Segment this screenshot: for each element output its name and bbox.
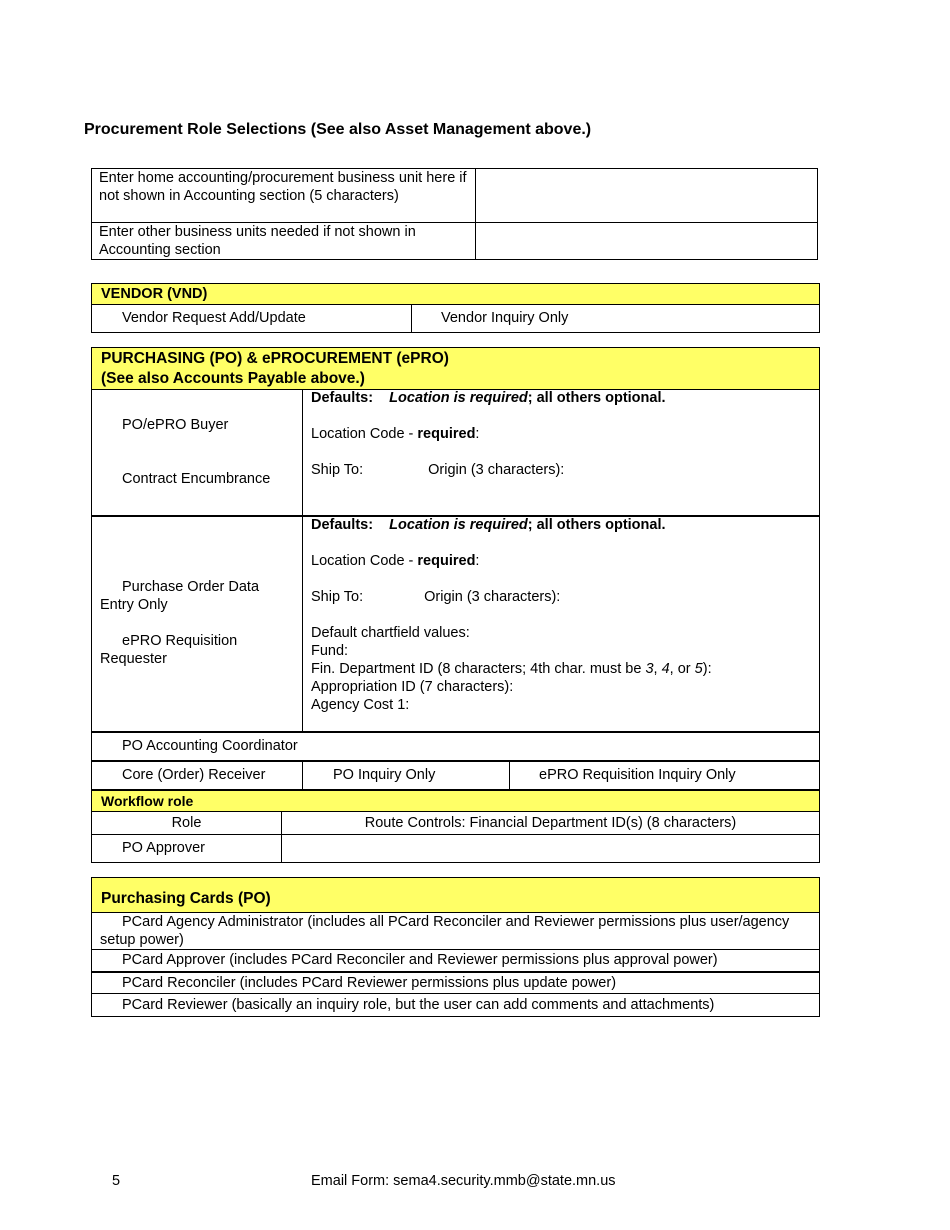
vendor-header: VENDOR (VND) [92, 284, 819, 304]
po-approver-route-field[interactable] [282, 835, 819, 862]
pcards-table [91, 877, 820, 1017]
business-unit-table [91, 168, 818, 260]
vendor-request-add-update[interactable]: Vendor Request Add/Update [122, 310, 306, 326]
workflow-table [91, 790, 820, 863]
po-epro-buyer[interactable]: PO/ePRO Buyer [122, 417, 229, 433]
po-accounting-coordinator[interactable]: PO Accounting Coordinator [122, 738, 298, 754]
page-number: 5 [112, 1173, 121, 1189]
vendor-table [91, 283, 820, 333]
pcards-header: Purchasing Cards (PO) [92, 878, 819, 912]
pcard-agency-administrator[interactable]: PCard Agency Administrator (includes all PCard Reconciler and Reviewer permissions plus user/agency setup power) [100, 914, 790, 948]
purchasing-header [92, 348, 819, 389]
po-inquiry-only[interactable]: PO Inquiry Only [333, 767, 436, 783]
other-bu-field[interactable] [476, 223, 817, 259]
contract-encumbrance[interactable]: Contract Encumbrance [122, 471, 271, 487]
pcard-reviewer[interactable]: PCard Reviewer (basically an inquiry role, but the user can add comments and attachments) [122, 997, 715, 1013]
workflow-col-role: Role [171, 815, 202, 831]
vendor-inquiry-only[interactable]: Vendor Inquiry Only [441, 310, 569, 326]
block1-defaults: Defaults: Location is required; all others optional. Location Code - required: Ship To: Origin (3 characters): [311, 390, 666, 478]
workflow-col-route: Route Controls: Financial Department ID(s) (8 characters) [364, 815, 737, 831]
workflow-header: Workflow role [92, 791, 819, 811]
purchasing-table [91, 347, 820, 790]
purchasing-header-line2: (See also Accounts Payable above.) [101, 370, 365, 387]
epro-requisition-requester[interactable]: ePRO Requisition Requester [100, 633, 238, 667]
footer-email: Email Form: sema4.security.mmb@state.mn.us [311, 1173, 616, 1189]
home-bu-field[interactable] [476, 169, 817, 222]
core-order-receiver[interactable]: Core (Order) Receiver [122, 767, 266, 783]
other-bu-label: Enter other business units needed if not shown in Accounting section [99, 224, 416, 258]
pcard-reconciler[interactable]: PCard Reconciler (includes PCard Reviewer permissions plus update power) [122, 975, 617, 991]
home-bu-label: Enter home accounting/procurement business unit here if not shown in Accounting section (5 characters) [99, 170, 467, 204]
purchase-order-data-entry-only[interactable]: Purchase Order Data Entry Only [100, 579, 260, 613]
purchasing-header-line1: PURCHASING (PO) & ePROCUREMENT (ePRO) [101, 350, 449, 367]
block2-defaults: Defaults: Location is required; all others optional. Location Code - required: Ship To: Origin (3 characters): Default chartfield values: Fund: Fin. Department ID (8 characters; 4th char. must be 3, 4, or 5): Appropriation ID (7 characters): Agency Cost 1: [311, 517, 712, 713]
pcard-approver[interactable]: PCard Approver (includes PCard Reconciler and Reviewer permissions plus approval power) [122, 952, 718, 968]
po-approver[interactable]: PO Approver [122, 840, 206, 856]
epro-requisition-inquiry-only[interactable]: ePRO Requisition Inquiry Only [539, 767, 736, 783]
page-title: Procurement Role Selections (See also Asset Management above.) [84, 121, 592, 138]
